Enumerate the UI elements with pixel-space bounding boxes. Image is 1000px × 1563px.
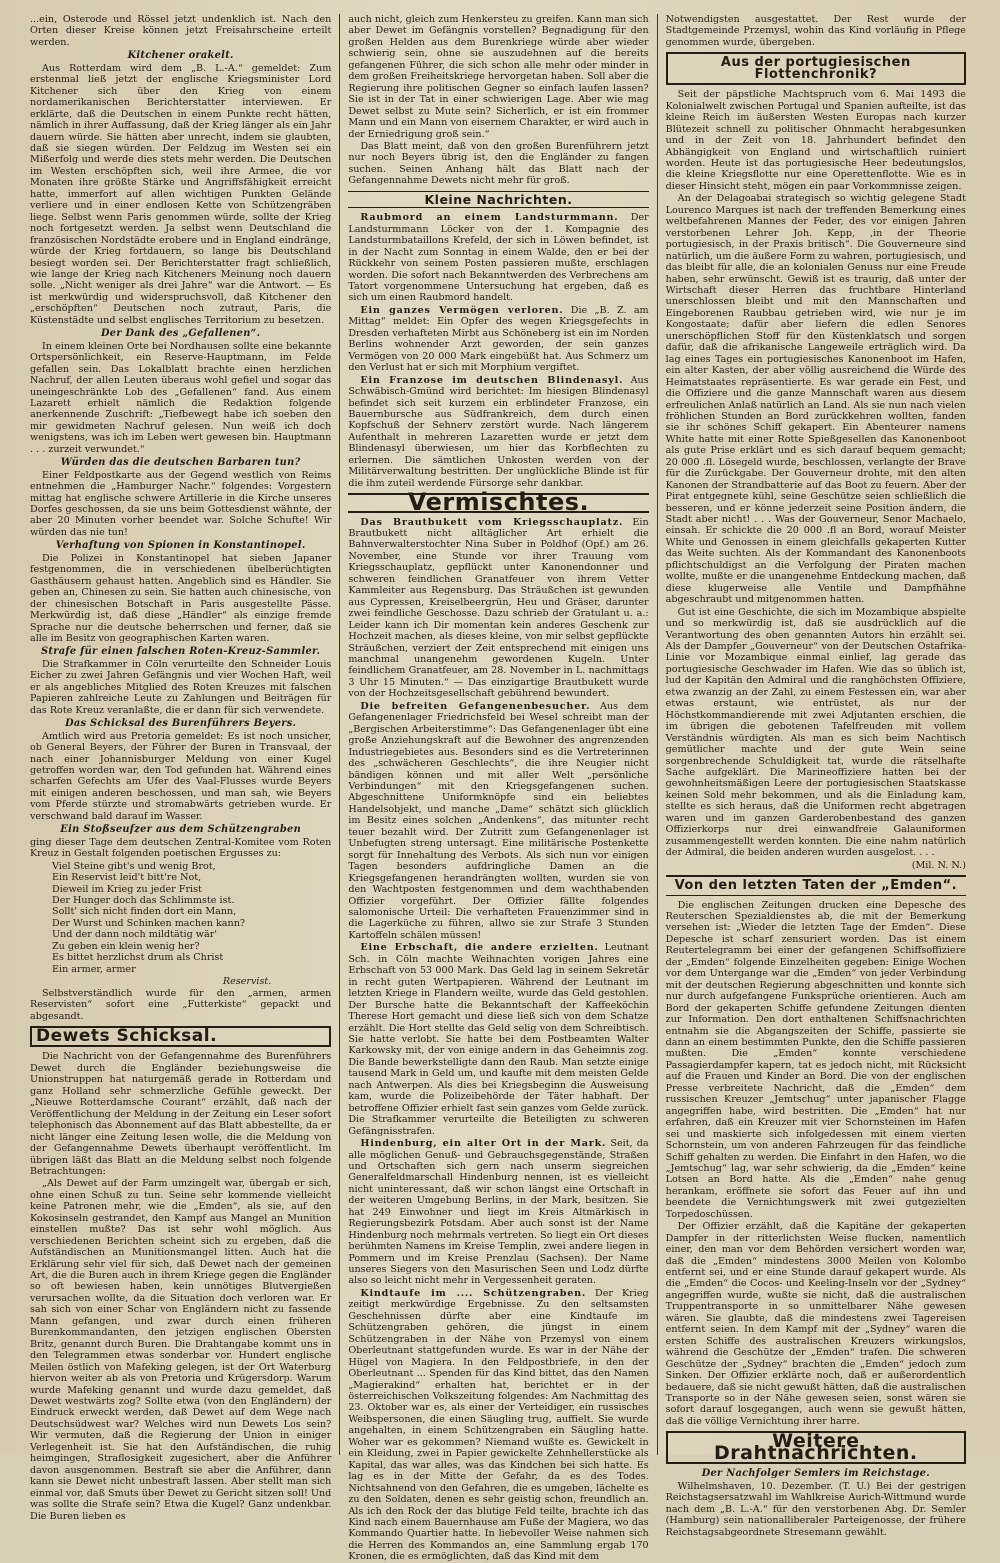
kindtaufe-continued: Notwendigsten ausgestattet. Der Rest wurde der Stadtgemeinde Przemysl, wohin das Kind vorläufig in Pflege genommen wurde, übergeben. <box>665 14 966 48</box>
stoss-title: Ein Stoßseufzer aus dem Schützengraben <box>60 824 302 836</box>
column-2 <box>339 14 656 1563</box>
draht-text: Wilhelmshaven, 10. Dezember. (T. U.) Bei der gestrigen Reichstagsersatzwahl im Wahlkreise Aurich-Wittmund wurde nach dem „B. L.-A.“ für den verstorbenen Abg. Dr. Semler (Hamburg) sein nationalliberaler Parteigenosse, der frühere Reichstagsabgeordnete Stresemann gewählt. <box>665 1480 966 1538</box>
dewet-text-2: „Als Dewet auf der Farm umzingelt war, übergab er sich, ohne einen Schuß zu tun. Seine sehr kommende vielleicht keine Patronen mehr, wie die „Emden“, als sie, auf den Kokosinseln gestrandet, den Kampf aus Mangel an Munition einstellen mußte? Das ist sehr wohl möglich. Aus verschiedenen Berichten scheint sich zu ergeben, daß die Aufständischen an Munitionsmangel litten. Auch hat die Erklärung sehr viel für sich, daß Dewet nach der gemeinen Art, die die Buren auch in ihrem Kriege gegen die Engländer so oft bewiesen haben, kein unnötiges Blutvergießen verursachen wollte, da die Situation doch verloren war. Er sah sich von einer Schar von Engländern nicht zu fassende Mann gefangen, und zwar durch einen früheren Burenkommandanten, den jetzigen englischen Obersten Britz, genannt durch Buren. Die Drahtangabe kommt uns in den Telegrammen etwas sonderbar vor. Hundert englische Meilen östlich von Mafeking gelegen, ist der Ort Waterburg hiervon weiter ab als von Pretoria und Krügersdorp. Warum wurde Mafeking genannt und wurde dazu gemeldet, daß Dewet westwärts zog? Sollte etwa (von den Engländern) der Eindruck erweckt werden, daß Dewet auf dem Wege nach Deutschsüdwest war? Welches wird nun Dewets Los sein? Wir vermuten, daß die Regierung der Union in einiger Verlegenheit ist. Sie hat den Aufständischen, die ruhig heimgingen, Straflosigkeit zugesichert, aber die Anführer davon ausgenommen. Bestraft sie aber die Anführer, dann kann sie Dewet nicht unbestraft lassen. Aber stellt man sich einmal vor, daß Smuts über Dewet zu Gericht sitzen soll! Und was sollte die Strafe sein? Etwa die Kugel? Ganz undenkbar. Die Buren lieben es <box>30 1178 332 1522</box>
poem-line: Viel Steine gibt's und wenig Brot, <box>52 860 216 872</box>
emden-headline: Von den letzten Taten der „Emden“. <box>666 875 966 895</box>
vermischtes-item-title: Das Brautbukett vom Kriegsschauplatz. <box>360 516 624 528</box>
kitchener-title: Kitchener orakelt. <box>127 50 234 62</box>
vermischtes-item <box>348 942 648 1137</box>
poem-line: Ein Reservist leid't bitt're Not, <box>52 872 202 884</box>
poem-signature: Reservist. <box>222 976 272 988</box>
vermischtes-item-title: Hindenburg, ein alter Ort in der Mark. <box>360 1138 607 1150</box>
spionen-text: Die Polizei in Konstantinopel hat sieben Japaner festgenommen, die in verschiedenen übelberüchtigten Gasthäusern gehaust hatten. Angeblich sind es Händler. Sie geben an, Chinesen zu sein. Sie hatten auch chinesische, von der chinesischen Botschaft in Paris ausgestellte Pässe. Merkwürdig ist, daß diese „Händler“ als einzige fremde Sprache nur die deutsche beherrschen und ferner, daß sie alle im Besitz von geographischen Karten waren. <box>30 552 332 645</box>
flotte-text-3: Gut ist eine Geschichte, die sich im Mozambique abspielte und so merkwürdig ist, daß sie ausdrücklich auf die Verantwortung des oben genannten Autors hin erzählt sei. Als der Dampfer „Gouverneur“ von der Deutschen Ostafrika-Linie vor Mozambique einmal einlief, lag gerade das portugiesische Geschwader im Hafen. Wie das so üblich ist, lud der Kapitän den Admiral und die ranghöchsten Offiziere, etwa zwanzig an der Zahl, zu einem Festessen ein, war aber etwas erstaunt, wie entrüstet, als nur der Höchstkommandierende mit zwei Adjutanten erschien, die im übrigen die gebotenen Tafelfreuden mit vollem Verständnis würdigten. Als man es sich beim Nachtisch gemütlicher machte und der gute Wein seine sorgenbrechende Schuldigkeit tat, wurde die rätselhafte Sache aufgeklärt. Die Marineoffiziere hatten bei der gewohnheitsmäßigen Leere der portugiesischen Staatskasse keinen Sold mehr bekommen, und als die Einladung kam, stellte es sich heraus, daß die Uniformen recht abgetragen waren und im ganzen Garderobenbestand des ganzen Offizierkorps nur drei einwandfreie Galauniformen zusammengestellt werden konnten. Die eine nahm natürlich der Admiral, die beiden anderen wurden ausgelost. . . . <box>665 606 966 859</box>
draht-subhead: Der Nachfolger Semlers im Reichstage. <box>701 1468 930 1480</box>
kleine-item-title: Raubmord an einem Landsturmmann. <box>360 212 619 224</box>
emden-text-2: Der Offizier erzählt, daß die Kapitäne der gekaperten Dampfer in der ritterlichsten Weise flucken, namentlich einer, den man vor dem Behörden versichert worden war, daß die „Emden“ mindestens 3000 Meilen von Kolombo entfernt sei, und er eine Stunde darauf gekapert wurde. Als die „Emden“ die Cocos- und Keeling-Inseln vor der „Sydney“ angegriffen wurde, wußte sie nicht, daß die australischen Truppentransporte in so unmittelbarer Nähe gewesen wären. Sie glaubte, daß die mindestens zwei Tagereisen entfernt seien. In dem Kampf mit der „Sydney“ waren die ersten Schiffe des australischen Kreuzers wirkungslos, während die Geschütze der „Emden“ trafen. Die schweren Geschütze der „Sydney“ brachten die „Emden“ jedoch zum Sinken. Der Offizier erklärte noch, daß er außerordentlich bedauere, daß sie nicht gewußt hätten, daß die australischen Transporte so in der Nähe gewesen seien, sonst wären sie sofort darauf losgegangen, auch wenn sie gewußt hätten, daß die völlige Vernichtung ihrer harre. <box>665 1221 966 1427</box>
poem-line: Und der dann noch mildtätig wär' <box>52 929 217 941</box>
vermischtes-item-text: Ein Brautbukett nicht alltäglicher Art erhielt die Bahnverwalterstochter Nina Suber in Poldhof (Opf.) am 26. November, eine Stunde vor ihrer Trauung vom Kriegsschauplatz, gepflückt unter Kanonendonner und schweren feindlichen Granatfeuer von ihrem Vetter Kammleiter aus Regensburg. Das Sträußchen ist gewunden aus Cypressen, Kreiselbeergrün, Heu und Gräser, darunter zwei feindliche Geschosse. Dazu schrieb der Gratulant u. a.: Leider kann ich Dir momentan kein anderes Geschenk zur Hochzeit machen, als dieses kleine, von mir selbst gepflückte Sträußchen, verziert der Zeit entsprechend mit einigen uns manchmal unangenehm gewordenen Kugeln. Unter feindlichem Granatfeuer, am 28. November in L. nachmittags 3 Uhr 15 Minuten.“ — Das einzigartige Brautbukett wurde von der Hochzeitsgesellschaft gebührend bewundert. <box>348 516 649 700</box>
flotte-source: (Mil. N. N.) <box>911 859 966 871</box>
poem-line: Dieweil im Krieg zu jeder Frist <box>52 883 202 895</box>
poem-line: Sollt' sich nicht finden dort ein Mann, <box>52 906 237 918</box>
poem-line: Der Hunger doch das Schlimmste ist. <box>52 894 235 906</box>
poem-line: Der Wurst und Schinken machen kann? <box>52 917 246 929</box>
barbaren-text: Einer Feldpostkarte aus der Gegend westlich von Reims entnehmen die „Hamburger Nachr.“ folgendes: Vorgestern mittag hat englische schwere Artillerie in die Kirche unseres Dorfes geschossen, da sie uns beim Gottesdienst wähnte, der aber 20 Minuten vorher beendet war. Solche Schufte! Wir würden das nie tun! <box>30 469 332 538</box>
vermischtes-item <box>348 701 648 942</box>
vermischtes-item <box>348 1288 648 1563</box>
kleine-headline: Kleine Nachrichten. <box>348 191 648 208</box>
kleine-item-text: Der Landsturmmann Löcker von der 1. Kompagnie des Landsturmbataillons Krefeld, der sich in Löwen befindet, ist in der Nacht zum Sonntag in einem Walde, den er bei der Rückkehr von seinem Posten passieren mußte, erschlagen worden. Die sofort nach Bekanntwerden des Verbrechens am Tatort vorgenommene Untersuchung hat ergeben, daß es sich um einen Raubmord handelt. <box>348 212 649 304</box>
vermischtes-item-text: Aus dem Gefangenenlager Friedrichsfeld bei Wesel schreibt man der „Bergischen Arbeiterstimme“: Das Gefangenenlager übt eine große Anziehungskraft auf die Bewohner des angrenzenden Industriegebietes aus. Besonders sind es die Vertreterinnen des „schwächeren Geschlechts“, die ihre Neugier nicht bändigen können und mit aller Welt „persönliche Verbindungen“ mit den Kriegsgefangenen suchen. Abgeschnittene Uniformknöpfe sind ein beliebtes Handelsobjekt, und manche „Dame“ schätzt sich glücklich im Besitz eines solchen „Andenkens“, das mitunter recht teuer bezahlt wird. Der Zutritt zum Gefangenenlager ist Unbefugten streng untersagt. Eine militärische Postenkette sorgt für Innehaltung des Verbots. Als sich nun vor einigen Tagen besonders aufdringliche Damen an die Kriegsgefangenen herandrängten wollten, wurden sie von den Wachtposten festgenommen und dem wachthabenden Offizier vorgeführt. Der Offizier fällte folgendes salomonische Urteil: Die verhafteten Frauenzimmer sind in die Lagerküche zu führen, allwo sie zur Strafe 3 Stunden Kartoffeln schälen müssen! <box>348 700 649 941</box>
kleine-item <box>348 375 648 490</box>
poem-line: Zu geben ein klein wenig her? <box>52 940 200 952</box>
emden-text-1: Die englischen Zeitungen drucken eine Depesche des Reuterschen Spezialdienstes ab, die mit der Bemerkung versehen ist: „Wieder die letzten Tage der Emden“. Diese Depesche ist scharf zensuriert worden. Das ist einem Reutertelegramm bei einer der gefangenen Schiffsoffiziere der „Emden“ folgende Einzelheiten gegeben: Einige Wochen vor dem Untergange war die „Emden“ von jeder Verbindung mit der deutschen Regierung abgeschnitten und konnte sich nur durch aufgefangene Funksprüche orientieren. Auch am Bord der gekaperten Schiffe gefundene Zeitungen dienten zur Information. Den dort enthaltenen Schiffsnachrichten entnahm sie die Abgangszeiten der Schiffe, passierte sie dann an einem bestimmten Punkte, den die Schiffe passieren mußten. Die „Emden“ konnte verschiedene Passagierdampfer kapern, tat es jedoch nicht, mit Rücksicht auf die Frauen und Kinder an Bord. Die von der englischen Presse verbreitete Nachricht, daß die „Emden“ dem russischen Kreuzer „Jemtschug“ unter japanischer Flagge angegriffen habe, wird bestritten. Die „Emden“ hat nur erfahren, daß ein Kreuzer mit vier Schornsteinen im Hafen sei und maskierte sich infolgedessen mit einem vierten Schornstein, um von anderen Fahrzeugen für das feindliche Schiff gehalten zu werden. Die Einfahrt in den Hafen, wo die „Jemtschug“ lag, war sehr schwierig, da die „Emden“ keine Lotsen an Bord hatte. Als die „Emden“ nahe genug herankam, eröffnete sie sofort das Feuer auf ihn und beendete die Vernichtungswerk mit zwei gutgezielten Torpedoschüssen. <box>665 899 966 1220</box>
vermischtes-item-title: Die befreiten Gefangenenbesucher. <box>360 700 591 712</box>
vermischtes-headline: Vermischtes. <box>348 493 648 512</box>
kleine-item <box>348 212 648 304</box>
kleine-item-text: Aus Schwäbisch-Gmünd wird berichtet: Im hiesigen Blindenasyl befindet sich seit kurzem ein erblindeter Franzose, ein Bauernbursche aus Südfrankreich, dem durch einen Kopfschuß der Sehnerv zerstört wurde. Nach längerem Aufenthalt in mehreren Lazaretten wurde er jetzt dem Blindenasyl überwiesen, um hier das Korbflechten zu erlernen. Die sämtlichen Unkosten werden von der Militärverwaltung bestritten. Der unglückliche Blinde ist für die ihm zuteil werdende Fürsorge sehr dankbar. <box>348 374 649 489</box>
rotkreuz-title: Strafe für einen falschen Roten-Kreuz-Sammler. <box>41 646 321 658</box>
flotte-headline: Aus der portugiesischen Flottenchronik? <box>666 52 966 85</box>
flotte-text-1: Seit der päpstliche Machtspruch vom 6. Mai 1493 die Kolonialwelt zwischen Portugal und Spanien aufteilte, ist das kleine Reich im äußersten Westen Europas nach kurzer Blütezeit schnell zu politischer Ohnmacht herabgesunken und in der Zeit von 18. Jahrhundert befindet den Abhängigkeit von England und wirtschaftlich ruiniert worden. Heute ist das portugiesische Heer bedeutungslos, die kleine Kriegsflotte nur eine Operettenflotte. Wie es in dieser Hinsicht steht, mögen ein paar Vorkommnisse zeigen. <box>665 89 966 192</box>
kleine-item-text: Die „B. Z. am Mittag“ meldet: Ein Opfer des wegen Kriegsgefechts in Dresden verhafteten Mirbt aus Schöneberg ist ein im Norden Berlins wohnender Arzt geworden, der sein ganzes Vermögen von 20 000 Mark eingebüßt hat. Aus Schmerz um den Verlust hat er sich mit Morphium vergiftet. <box>348 304 649 374</box>
poem-line: Ein armer, armer <box>52 963 136 975</box>
vermischtes-item-text: Leutnant Sch. in Cöln machte Weihnachten vorigen Jahres eine Erbschaft von 53 000 Mark. Das Geld lag in seinem Sekretär in recht guten Wertpapieren. Während der Leutnant im letzten Kriege in Flandern weilte, wurde das Geld gestohlen. Der Bursche hatte die Bekanntschaft der Kaffeeköchin Therese Hort gemacht und diese ließ sich von dem Schatze erzählt. Die Hort stellte das Geld selig von dem Schreibtisch. Sie hatte verlobt. Sie hatte bei dem Postbeamten Walter Karkowsky mit, der von einige andern in das Geheimnis zog. Die Bande bewerkstelligte dann den Raub. Man setzte einige tausend Mark in Geld um, und kaufte mit dem meisten Gelde nach Antwerpen. Als dies bei Kriegsbeginn die Ausweisung kam, wurde die Polizeibehörde der Täter habhaft. Der betroffene Offizier erhielt fast sein ganzes vom Gelde zurück. Die Strafkammer verurteilte die Beteiligten zu schweren Gefängnisstrafen. <box>348 942 649 1137</box>
vermischtes-item <box>348 517 648 700</box>
barbaren-title: Würden das die deutschen Barbaren tun? <box>60 457 301 469</box>
poem-line: Es bittet herzlichst drum als Christ <box>52 952 224 964</box>
dewet-continued: auch nicht, gleich zum Henkersteu zu greifen. Kann man sich aber Dewet im Gefängnis vorstellen? Begnadigung für den großen Helden aus dem Burenkriege würde aber wieder schwierig sein, ohne sie auszudehnen auf die bereits gefangenen Führer, die sich schon alle mehr oder minder in dem großen Freiheitskriege hervorgetan haben. Soll aber die Regierung ihre politischen Gegner so einfach laufen lassen? Sie ist in der Tat in einer schwierigen Lage. Aber wie mag Dewet selbst zu Mute sein? Sicherlich, er ist ein frommer Mann und ein Mann von eisernem Charakter, er wird auch in der Erniedrigung groß sein.“ <box>348 14 649 140</box>
stoss-after: Selbstverständlich wurde für den „armen, armen Reservisten“ sofort eine „Futterkiste“ gepackt und abgesandt. <box>30 987 332 1022</box>
kleine-item-title: Ein ganzes Vermögen verloren. <box>360 304 564 316</box>
dewet-continued-2: Das Blatt meint, daß von den großen Burenführern jetzt nur noch Beyers übrig ist, den die Engländer zu fangen suchen. Seinen Anhang hält das Blatt nach der Gefangennahme Dewets nicht mehr für groß. <box>348 140 649 187</box>
beyers-text: Amtlich wird aus Pretoria gemeldet: Es ist noch unsicher, ob General Beyers, der Führer der Buren in Transvaal, der nach einer Johannisburger Meldung von einer Kugel getroffen worden war, den Tod gefunden hat. Während eines scharfen Gefechts am Ufer des Vaal-Flusses wurde Beyers mit einigen anderen beschossen, und man sah, wie Beyers vom Pferde stürzte und stromabwärts getrieben wurde. Er verschwand bald darauf im Wasser. <box>30 730 332 822</box>
vermischtes-item-text: Der Krieg zeitigt merkwürdige Ergebnisse. Zu den seltsamsten Geschehnissen dürfte aber eine Kindtaufe im Schützengraben gehören, die jüngst in einem Schützengraben in der Nähe von Przemysl von einem Oberleutnant stattgefunden wurde. Es war in der Nähe der Hügel von Magiera. In den Feldpostbriefe, in den der Oberleutnant ... Spenden für das Kind bittet, das den Namen „Magierakind“ erhalten hat, berichtet er in der österreichischen Volkszeitung folgendes: Am Nachmittag des 23. Oktober war es, als einer der Verteidiger, ein russisches Weibspersonen, die einen Säugling trug, auffielt. Sie wurde angehalten, in einem Schützengraben ein Säugling hatte. Woher war es gekommen? Niemand wußte es. Gewickelt in ein Kleidung, zwei in Papier gewickelte Zehnhellerstücke als Kapital, das war alles, was das Kindchen bei sich hatte. Es lag es in der Mitte der Gefahr, da es des Todes. Nichtsahnend von den Gefahren, die es umgeben, lächelte es zu den Soldaten, denen es sehr geistig schon, freundlich an. Als ich den Rock der das blutige Feld teilte, brachte ich das Kind nach einem Bauernhause am Fuße der Magiera, wo das Kommando Quartier hatte. In liebevoller Weise nahmen sich die Herren des Kommandos an, eine Sammlung ergab 170 Kronen, die es ermöglichten, daß das Kind mit dem <box>348 1287 649 1563</box>
kitchener-text: Aus Rotterdam wird dem „B. L.-A.“ gemeldet: Zum erstenmal ließ jetzt der englische Kriegsminister Lord Kitchener sich über den Krieg von einem nordamerikanischen Berichterstatter interviewen. Er erklärte, daß die Deutschen in einem Punkte recht hätten, nämlich in ihrer Auffassung, daß der Krieg länger als ein Jahr dauern würde. Sie hätten aber unrecht, indem sie glaubten, daß sie siegen würden. Der Feldzug im Westen sei ein Mißerfolg und werde dies stets mehr werden. Die Deutschen im Westen erschöpften sich, weil ihre Armee, die vor Monaten ihre größte Stärke und Angriffsfähigkeit erreicht hatte, immerfort auf allen wichtigen Punkten Gelände verliere und in einer endlosen Kette von Schützengräben liege. Selbst wenn Paris genommen würde, sollte der Krieg noch fortgesetzt werden. Ja selbst wenn Deutschland die französischen Nordstädte erobere und in England eindränge, würde der Krieg fortdauern, so lange bis Deutschland besiegt worden sei. Der Berichterstatter fragt schließlich, wie lange der Krieg nach Kitcheners Meinung noch dauern solle. „Nicht weniger als drei Jahre“ war die Antwort. — Es ist merkwürdig und widerspruchsvoll, daß Kitchener den „erschöpften“ Deutschen noch zutraut, Paris, die Küstenstädte und selbst englisches Territorium zu besetzen. <box>30 62 332 326</box>
column-1 <box>22 14 339 1522</box>
rotkreuz-text: Die Strafkammer in Cöln verurteilte den Schneider Louis Eicher zu zwei Jahren Gefängnis und vier Wochen Haft, weil er als angebliches Mitglied des Roten Kreuzes mit falschen Papieren zahlreiche Leute zu Zahlungen und Beiträgen für das Rote Kreuz veranlaßte, die er dann für sich verwendete. <box>30 658 332 716</box>
dank-title: Der Dank des „Gefallenen“. <box>101 328 261 340</box>
dewet-headline: Dewets Schicksal. <box>30 1026 331 1047</box>
dank-text: In einem kleinen Orte bei Nordhausen sollte eine bekannte Ortspersönlichkeit, ein Reserve-Hauptmann, im Felde gefallen sein. Das Lokalblatt brachte einen herzlichen Nachruf, der allen Leuten überaus wohl gefiel und sogar das uneingeschränkte Lob des „Gefallenen“ fand. Aus einem Lazarett erhielt nämlich die Redaktion folgende anerkennende Zuschrift: „Tiefbewegt habe ich soeben den mir gewidmeten Nachruf gelesen. Nun weiß ich doch wenigstens, was ich im Leben wert gewesen bin. Hauptmann . . . zurzeit verwundet.“ <box>30 340 332 455</box>
stoss-text: ging dieser Tage dem deutschen Zentral-Komitee vom Roten Kreuz in Gestalt folgenden poetischen Ergusses zu: <box>30 836 332 860</box>
spionen-title: Verhaftung von Spionen in Konstantinopel. <box>55 540 306 552</box>
poem <box>30 861 331 976</box>
vermischtes-item-title: Eine Erbschaft, die andere erzielten. <box>360 942 599 954</box>
vermischtes-item-title: Kindtaufe im .... Schützengraben. <box>360 1287 587 1299</box>
dewet-text-1: Die Nachricht von der Gefangennahme des Burenführers Dewet durch die Engländer beziehungsweise die Unionstruppen hat naturgemäß gerade in Rotterdam und ganz Holland sehr schmerzliche Gefühle geweckt. Der „Nieuwe Rotterdamsche Courant“ erzählt, daß nach der Veröffentlichung der Meldung in der Zeitung ein Leser sofort telephonisch das Abonnement auf das Blatt abbestellte, da er nicht länger eine Zeitung lesen wolle, die die Meldung von der Gefangennahme Dewets überhaupt veröffentlicht. Im übrigen läßt das Blatt an die Meldung selbst noch folgende Betrachtungen: <box>30 1051 332 1177</box>
draht-headline: Weitere Drahtnachrichten. <box>666 1431 966 1464</box>
column-3 <box>657 14 974 1538</box>
intro-text: ...ein, Osterode und Rössel jetzt undenklich ist. Nach den Orten dieser Kreise können jetzt Freisahrscheine erteilt werden. <box>30 14 332 48</box>
flotte-text-2: An der Delagoabai strategisch so wichtig gelegene Stadt Lourenco Marques ist nach der treffenden Bemerkung eines weltbefahrenen Mannes der Feder, des vor einigen Jahren verstorbenen Lehrer Joh. Kepp, ,in der Theorie portugiesisch, in der Praxis britisch“. Die Gouverneure sind natürlich, um die äußere Form zu wahren, portugiesisch, und das bleibt für alle, die an kolonialen Genuss nur eine Freude haben, sehr erwünscht. Gewiß ist es traurig, daß unter der Wirtschaft dieser Herren das fruchtbare Hinterland unerschlossen bleibt und mit den Mannschaften und Eingeborenen Raubbau getrieben wird, wie nur je im Kongostaate; dafür aber liefern die edlen Senores unerschöpflichen Stoff für den Küstenklatsch und sorgen dafür, daß die afrikanische Langeweile erträglich wird. Da lag eines Tages ein portugiesisches Kanonenboot im Hafen, ein alter Kasten, der aber völlig ausreichend die Würde des Heimatstaates repräsentierte. Es war gerade ein Fest, und die Offiziere und die ganze Mannschaft waren aus diesem erfreulichen Anlaß natürlich an Land. Als sie nun nach vielen fröhlichen Stunden an Bord zurückkehren wollten, fanden sie ihr schönes Schiff gekapert. Ein Abenteurer namens White hatte mit einer Rotte Spießgesellen das Kanonenboot als gute Prise erklärt und es sich darauf bequem gemacht; 20 000 .fl. Lösegeld wurde, beschlossen, verlangte der Brave für die Zurückgabe. Der Gouverneur drohte, mit den alten Kanonen der Strandbatterie auf das Boot zu feuern. Aber der Pirat entgegnete kühl, seine Geschütze seien schließlich die besseren, und er könne jederzeit seine Position ändern, die Stadt aber nicht! . . . Was der Gouverneur, Senor Machaelo, einsah. Er schickte die 20 000 .fl an Bord, worauf Meister White und Genossen in einem gleichfalls gekaperten Kutter das Weite suchten. Als der Kommandant des Kanonenboots pflichtschuldigst an die Verfolgung der Piraten machen wollte, mußte er die unangenehme Entdeckung machen, daß diese klugerweise alle Ventile und Dampfhähne abgeschraubt und mitgenommen hatten. <box>665 193 966 606</box>
beyers-title: Das Schicksal des Burenführers Beyers. <box>65 718 297 730</box>
kleine-item <box>348 305 648 374</box>
vermischtes-item-text: Seit, da alle möglichen Genuß- und Gebrauchsgegenstände, Straßen und Ortschaften sich gern nach unserm siegreichen Generalfeldmarschall Hindenburg nennen, ist es vielleicht nicht uninteressant, daß wir schon längst eine Ortschaft in der weiteren Umgebung Berlins, in der Mark, besitzen. Sie hat 249 Einwohner und liegt im Kreis Altmärkisch in Regierungsbezirk Potsdam. Aber auch sonst ist der Name Hindenburg noch mehrmals vertreten. So liegt ein Ort dieses berühmten Namens im Kreise Templin, zwei andere liegen in Pommern und im Kreise Prenzlau (Sachsen). Der Name unseres Siegers von den Masurischen Seen und Lodz dürfte also so leicht nicht mehr in Vergessenheit geraten. <box>348 1138 649 1287</box>
kleine-item-title: Ein Franzose im deutschen Blindenasyl. <box>360 374 624 386</box>
vermischtes-item <box>348 1138 648 1287</box>
